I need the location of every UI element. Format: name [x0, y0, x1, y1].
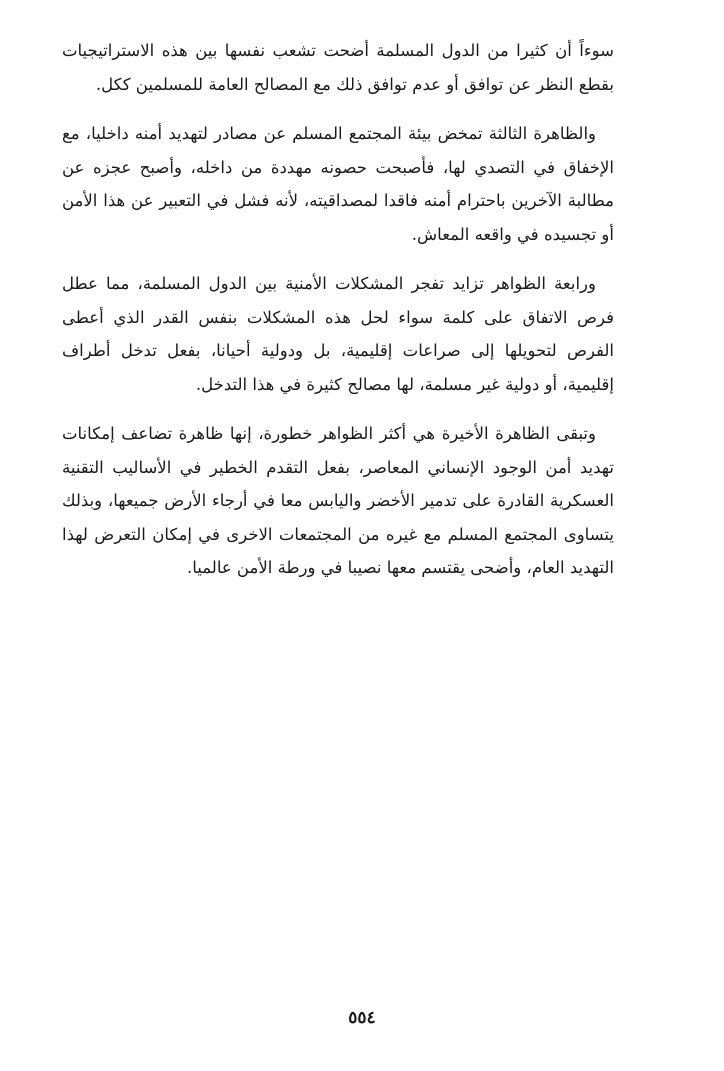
page-number: ٥٥٤	[348, 1008, 376, 1028]
page-body	[62, 34, 614, 601]
paragraph-1: سوءاً أن كثيرا من الدول المسلمة أضحت تشعب نفسها بين هذه الاستراتيجيات بقطع النظر عن توافق أو عدم توافق ذلك مع المصالح العامة للمسلمين ككل.	[62, 41, 614, 94]
paragraph-4: وتبقى الظاهرة الأخيرة هي أكثر الظواهر خطورة، إنها ظاهرة تضاعف إمكانات تهديد أمن الوجود الإنساني المعاصر، بفعل التقدم الخطير في الأساليب التقنية العسكرية القادرة على تدمير الأخضر واليابس معا في أرجاء الأرض جميعها، وبذلك يتساوى المجتمع المسلم مع غيره من المجتمعات الاخرى في إمكان التعرض لهذا التهديد العام، وأضحى يقتسم معها نصيبا في ورطة الأمن عالميا.	[62, 424, 614, 577]
paragraph-2: والظاهرة الثالثة تمخض بيئة المجتمع المسلم عن مصادر لتهديد أمنه داخليا، مع الإخفاق في التصدي لها، فأصبحت حصونه مهددة من داخله، وأصبح عجزه عن مطالبة الآخرين باحترام أمنه فاقدا لمصداقيته، لأنه فشل في التعبير عن هذا الأمن أو تجسيده في واقعه المعاش.	[62, 124, 614, 244]
paragraph-3: ورابعة الظواهر تزايد تفجر المشكلات الأمنية بين الدول المسلمة، مما عطل فرص الاتفاق على كلمة سواء لحل هذه المشكلات بنفس القدر الذي أعطى الفرص لتحويلها إلى صراعات إقليمية، بل ودولية أحيانا، بفعل تدخل أطراف إقليمية، أو دولية غير مسلمة، لها مصالح كثيرة في هذا التدخل.	[62, 274, 614, 394]
